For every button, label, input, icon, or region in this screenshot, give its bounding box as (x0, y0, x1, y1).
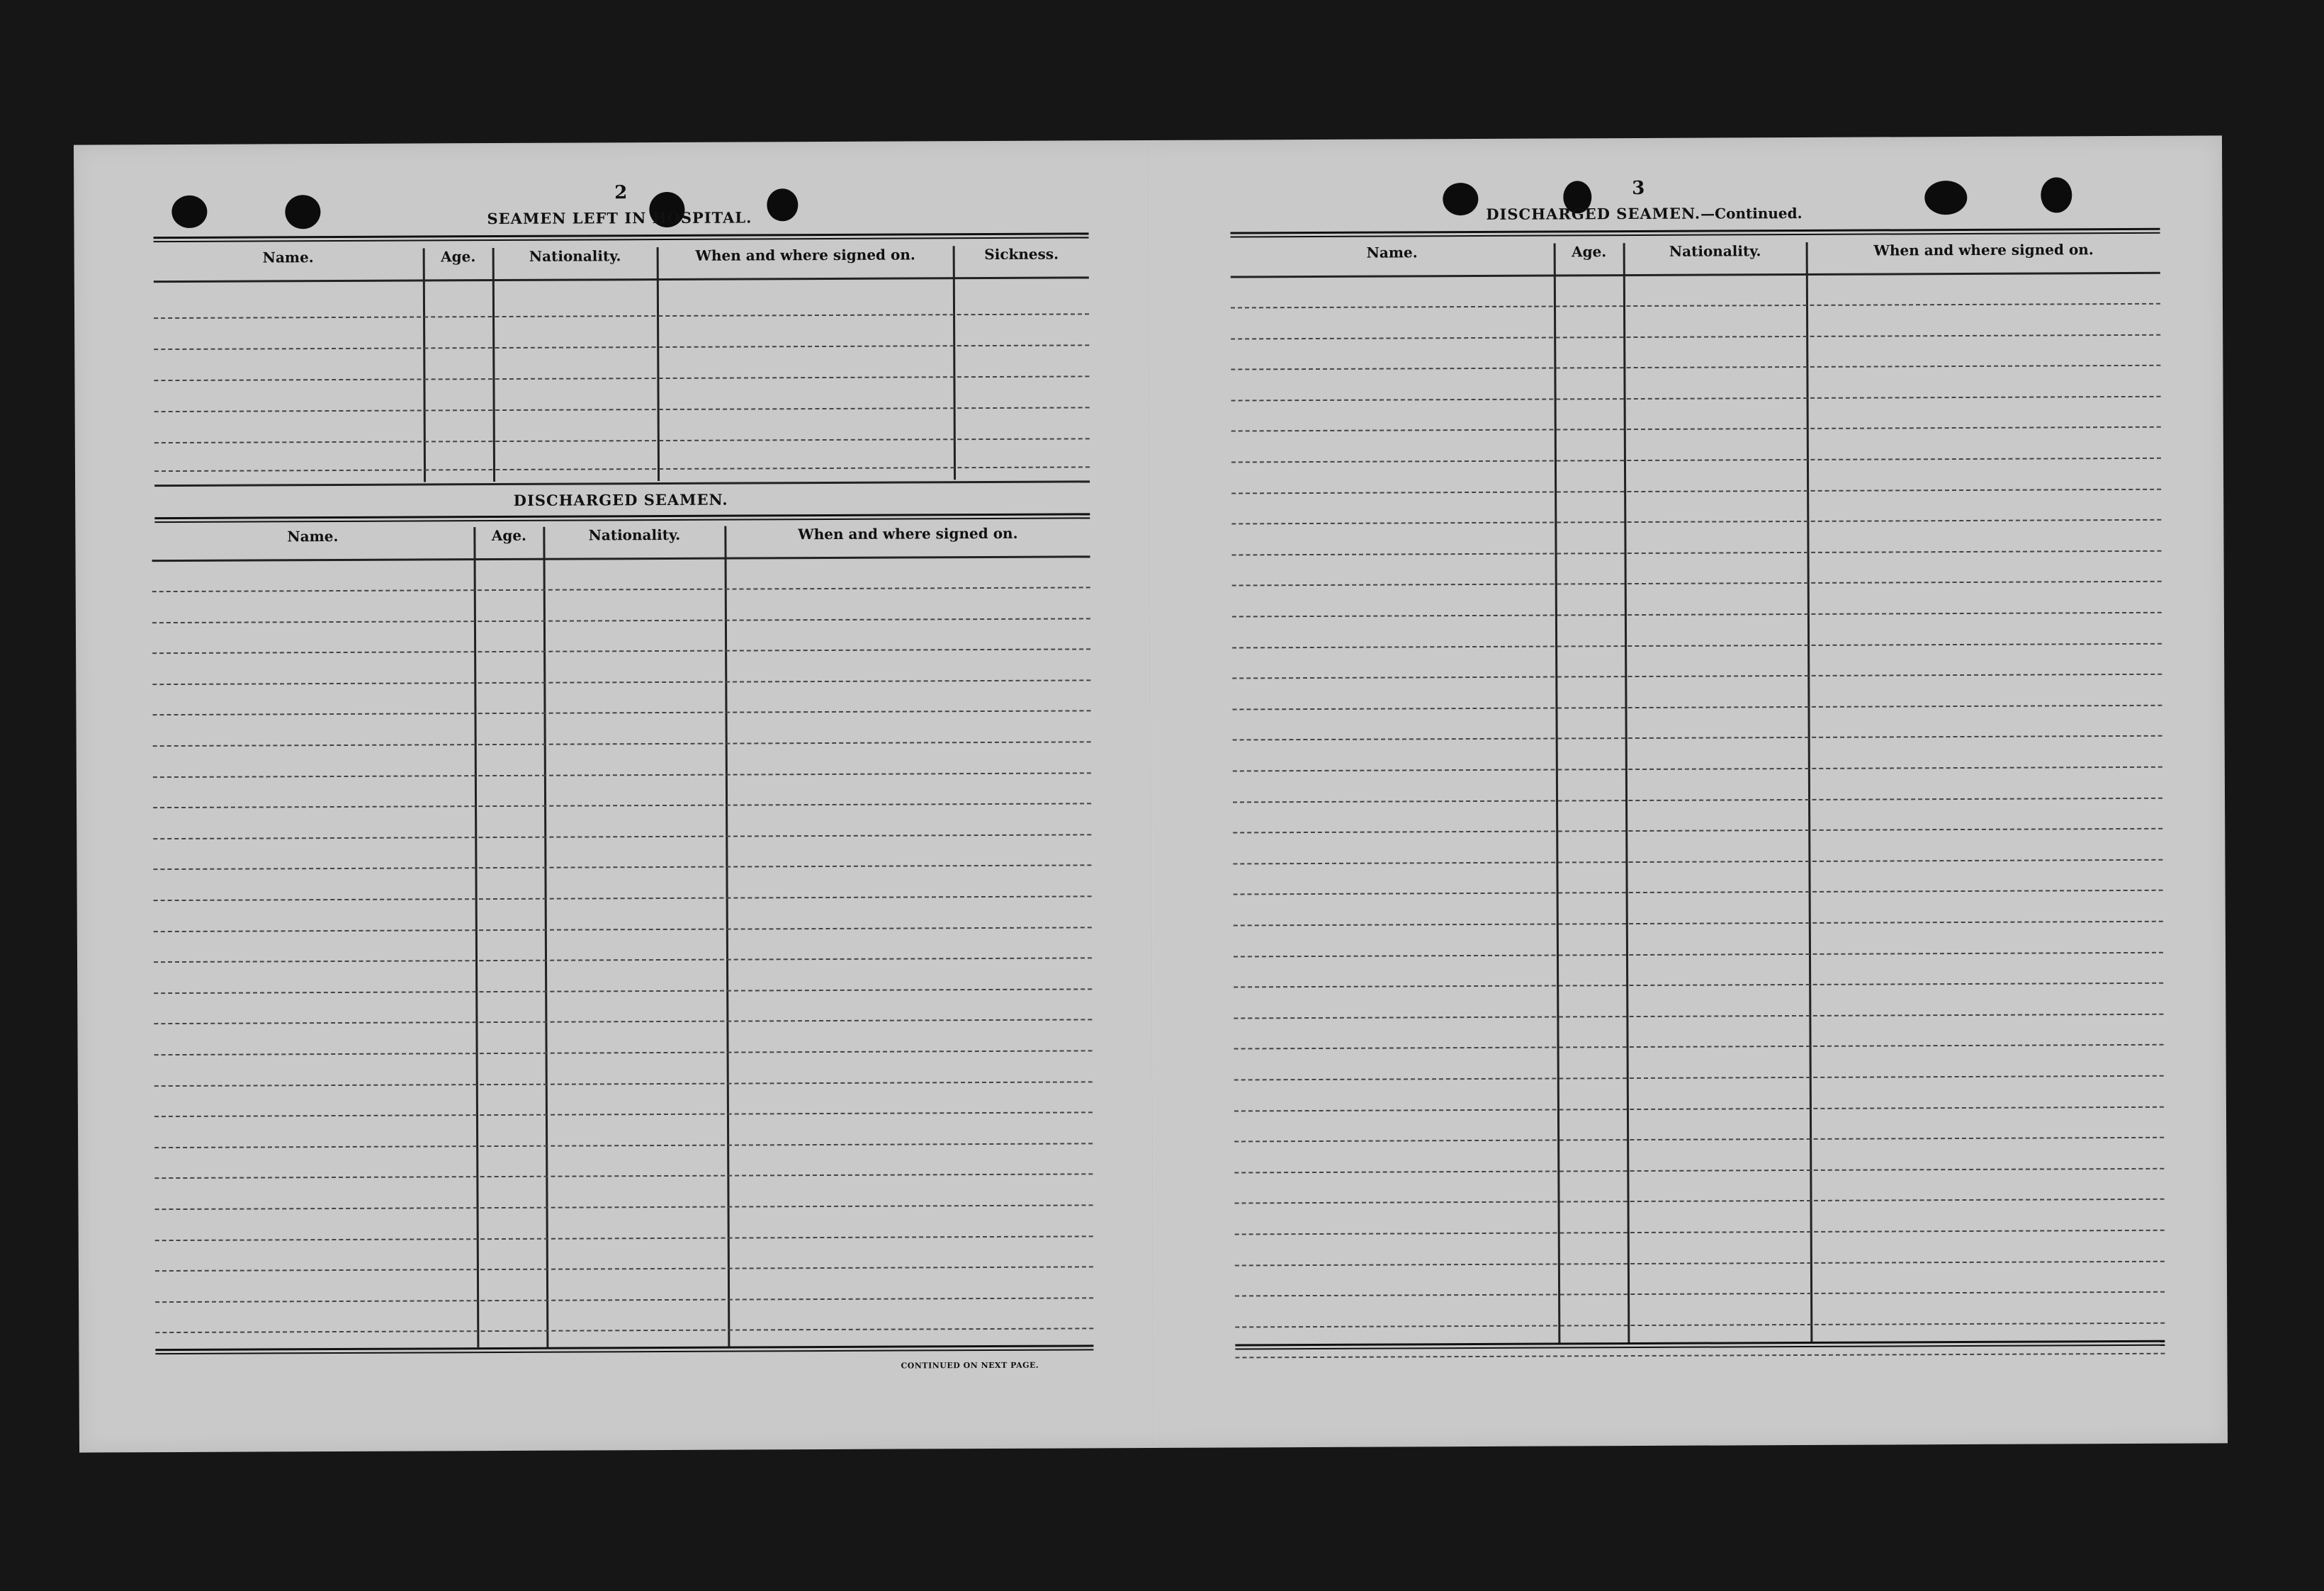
entry-line (154, 466, 1090, 472)
entry-line (1232, 612, 2162, 618)
entry-line (1234, 890, 2163, 895)
left-page (74, 140, 1153, 1453)
entry-line (1231, 519, 2161, 525)
column-header-name: Name. (1366, 244, 1418, 261)
discharged-table (152, 524, 1093, 1349)
entry-line (153, 772, 1091, 778)
entry-line (1235, 1260, 2165, 1266)
entry-line (1232, 581, 2162, 587)
entry-line (155, 1235, 1093, 1241)
column-header-name: Name. (287, 527, 339, 545)
entry-line (1231, 334, 2160, 339)
entry-line (1232, 550, 2162, 556)
entry-line (154, 927, 1092, 932)
column-divider (1623, 243, 1630, 1344)
column-header-nationality: Nationality. (588, 526, 681, 544)
entry-line (154, 375, 1089, 381)
entry-line (153, 865, 1091, 871)
entry-line (1231, 488, 2161, 494)
entry-line (1233, 797, 2162, 803)
title-suffix: —Continued. (1700, 204, 1803, 222)
entry-line (1232, 642, 2162, 648)
column-header-signed-on: When and where signed on. (798, 524, 1018, 543)
entry-line (1233, 859, 2162, 865)
entry-line (152, 679, 1090, 685)
entry-line (1231, 426, 2161, 432)
column-divider (423, 248, 426, 482)
section-rule (154, 513, 1090, 523)
entry-line (1234, 921, 2163, 927)
entry-line (1233, 735, 2162, 741)
page-number: 2 (614, 182, 628, 204)
hospital-section-title: SEAMEN LEFT IN HOSPITAL. (487, 208, 752, 228)
column-header-signed-on: When and where signed on. (695, 246, 915, 264)
entry-line (1235, 1230, 2165, 1235)
entry-line (1234, 1075, 2164, 1081)
column-divider (657, 247, 660, 481)
entry-line (154, 1081, 1093, 1087)
column-header-name: Name. (262, 249, 314, 266)
entry-line (1231, 365, 2160, 370)
header-underline (1231, 272, 2160, 278)
entry-line (1231, 303, 2160, 309)
column-header-age: Age. (1572, 243, 1607, 261)
entry-line (152, 710, 1090, 716)
column-divider (953, 246, 956, 480)
entry-line (1235, 1353, 2165, 1359)
entry-line (154, 958, 1092, 963)
entry-line (154, 895, 1092, 901)
entry-line (1231, 458, 2161, 463)
entry-line (1234, 1137, 2164, 1143)
column-header-sickness: Sickness. (984, 245, 1059, 264)
entry-line (154, 988, 1092, 994)
page-number: 3 (1632, 177, 1645, 200)
entry-line (1234, 1044, 2164, 1050)
entry-line (1234, 983, 2163, 988)
entry-line (154, 407, 1090, 412)
entry-line (154, 1019, 1092, 1025)
discharged-continued-table (1231, 241, 2165, 1346)
document-spread (74, 135, 2228, 1452)
entry-line (154, 1174, 1093, 1179)
entry-line (155, 1297, 1093, 1303)
entry-line (1232, 674, 2162, 679)
column-header-age: Age. (491, 526, 527, 545)
entry-line (154, 313, 1089, 319)
section-rule (1231, 228, 2160, 238)
entry-line (152, 618, 1090, 623)
hospital-table (154, 245, 1090, 483)
column-divider (724, 526, 730, 1347)
column-divider (543, 527, 548, 1347)
section-rule (154, 232, 1089, 242)
column-divider (1806, 242, 1813, 1343)
discharged-section-title: DISCHARGED SEAMEN. (513, 490, 728, 509)
column-header-age: Age. (441, 248, 476, 266)
entry-line (152, 587, 1090, 592)
entry-line (154, 1143, 1093, 1148)
entry-line (1232, 705, 2162, 710)
discharged-continued-title (1445, 204, 1842, 223)
entry-line (1234, 1168, 2164, 1174)
entry-line (153, 834, 1091, 839)
entry-line (152, 649, 1090, 655)
entry-line (154, 438, 1090, 443)
header-underline (154, 276, 1089, 283)
entry-line (1233, 766, 2162, 772)
entry-line (154, 1050, 1093, 1055)
entry-line (154, 1112, 1093, 1118)
entry-line (155, 1204, 1093, 1210)
entry-line (1235, 1323, 2165, 1328)
title-text: DISCHARGED SEAMEN. (1486, 204, 1701, 223)
entry-line (1233, 828, 2162, 834)
column-divider (492, 248, 495, 482)
entry-line (153, 803, 1091, 809)
column-header-signed-on: When and where signed on. (1873, 241, 2094, 259)
entry-line (1234, 951, 2163, 957)
entry-line (1234, 1106, 2164, 1111)
entry-line (1235, 1291, 2165, 1297)
right-page (1148, 135, 2228, 1448)
entry-line (154, 344, 1089, 350)
entry-line (1235, 1199, 2165, 1204)
entry-line (1231, 396, 2161, 402)
entry-line (155, 1267, 1093, 1272)
column-divider (1554, 243, 1561, 1344)
column-header-nationality: Nationality. (1669, 242, 1761, 260)
entry-line (1234, 1014, 2163, 1019)
header-underline (152, 555, 1090, 562)
entry-line (153, 741, 1091, 747)
column-header-nationality: Nationality. (529, 247, 621, 265)
continued-note: CONTINUED ON NEXT PAGE. (901, 1360, 1039, 1371)
entry-line (155, 1328, 1093, 1334)
column-divider (473, 527, 479, 1347)
